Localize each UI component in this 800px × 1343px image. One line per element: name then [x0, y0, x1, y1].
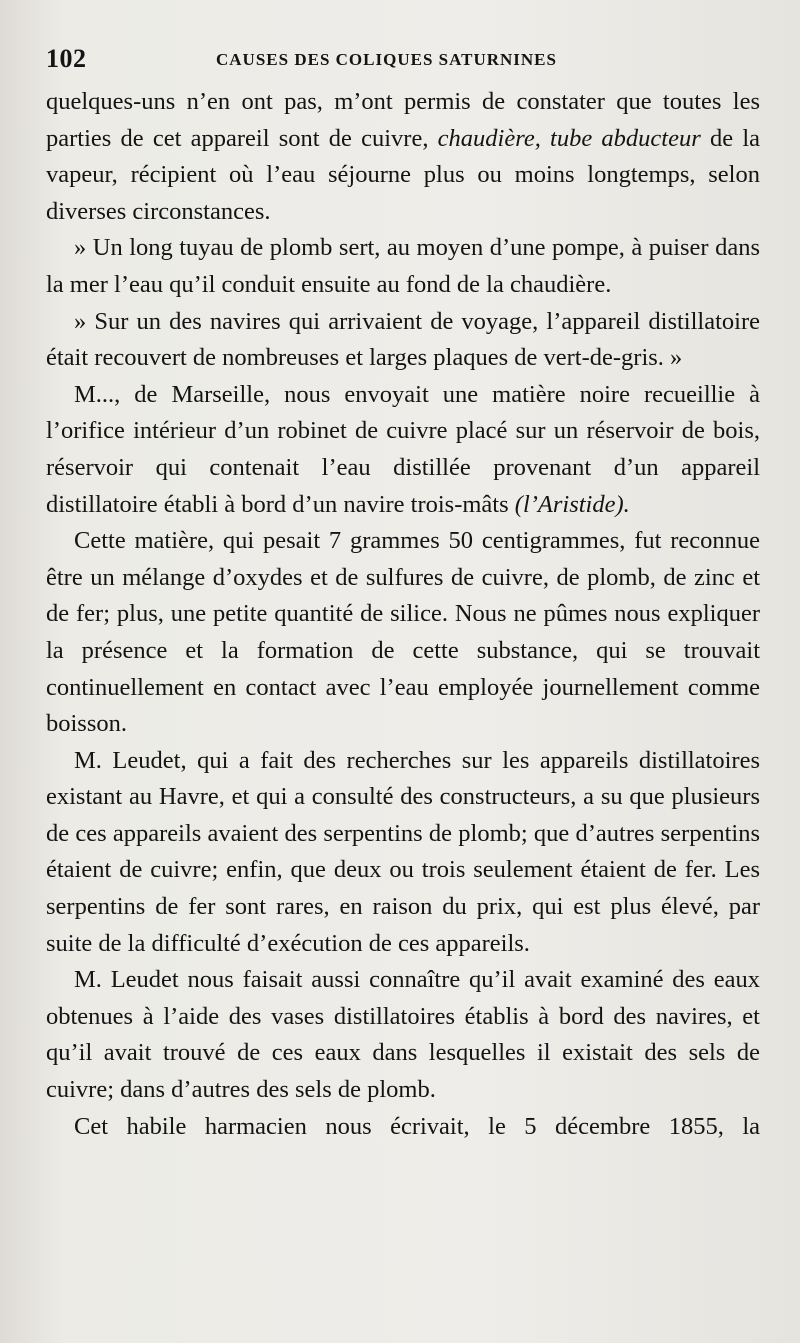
paragraph-1 — [46, 84, 760, 230]
paragraph-8: Cet habile harmacien nous écrivait, le 5 décembre 1855, la — [74, 1112, 760, 1140]
paragraph-7-text: Leudet nous faisait aussi connaître qu’il avait examiné des eaux obtenues à l’aide des vases distillatoires établis à bord des navires, et qu’il avait trouvé de ces eaux dans lesquelles il existait des sels de cuivre; dans d’autres des sels de plomb. — [46, 966, 760, 1104]
paragraph-4-ship-name: (l’Aristide). — [514, 490, 630, 518]
paragraph-2: » Un long tuyau de plomb sert, au moyen d’une pompe, à puiser dans la mer l’eau qu’il conduit ensuite au fond de la chaudière. — [46, 234, 760, 298]
paragraph-1-text-a: quelques-uns n’en ont pas, m’ont permis de constater que toutes les parties de cet appareil sont de cuivre, — [46, 88, 760, 152]
running-head: CAUSES DES COLIQUES SATURNINES — [216, 50, 557, 69]
paragraph-6-title: M. — [74, 746, 102, 774]
page-number: 102 — [46, 44, 87, 73]
paragraph-3: » Sur un des navires qui arrivaient de voyage, l’appareil distillatoire était recouvert de nombreuses et larges plaques de vert-de-gris. » — [46, 307, 760, 372]
paragraph-4-text: , de Marseille, nous envoyait une matière noire recueillie à l’orifice intérieur d’un robinet de cuivre placé sur un réservoir de bois, réservoir qui contenait l’eau distillée provenant d’un appareil distillatoire établi à bord d’un navire trois-mâts — [46, 380, 760, 518]
paragraph-4-name: M... — [74, 380, 115, 408]
paragraph-7 — [46, 962, 760, 1108]
paragraph-7-title: M. — [74, 966, 102, 994]
paragraph-6 — [46, 743, 760, 963]
paragraph-4 — [46, 377, 760, 523]
paragraph-6-text: Leudet, qui a fait des recherches sur les appareils distillatoires existant au Havre, et qui a consulté des constructeurs, a su que plusieurs de ces appareils avaient des serpentins de plomb; que d’autres serpentins étaient de cuivre; enfin, que deux ou trois seulement étaient de fer. Les serpentins de fer sont rares, en raison du prix, qui est plus élevé, par suite de la difficulté d’exécution de ces appareils. — [46, 746, 760, 957]
body-text — [46, 84, 760, 1145]
page-header — [46, 44, 760, 78]
paragraph-5: Cette matière, qui pesait 7 grammes 50 centigrammes, fut reconnue être un mélange d’oxydes et de sulfures de cuivre, de plomb, de zinc et de fer; plus, une petite quantité de silice. Nous ne pûmes nous expliquer la présence et la formation de cette substance, qui se trouvait continuellement en contact avec l’eau employée journellement comme boisson. — [46, 527, 760, 738]
paragraph-1-text-c: de la vapeur, récipient où l’eau séjourne plus ou moins longtemps, selon diverses circonstances. — [46, 124, 761, 225]
paragraph-1-italic: chaudière, tube abducteur — [437, 124, 701, 152]
